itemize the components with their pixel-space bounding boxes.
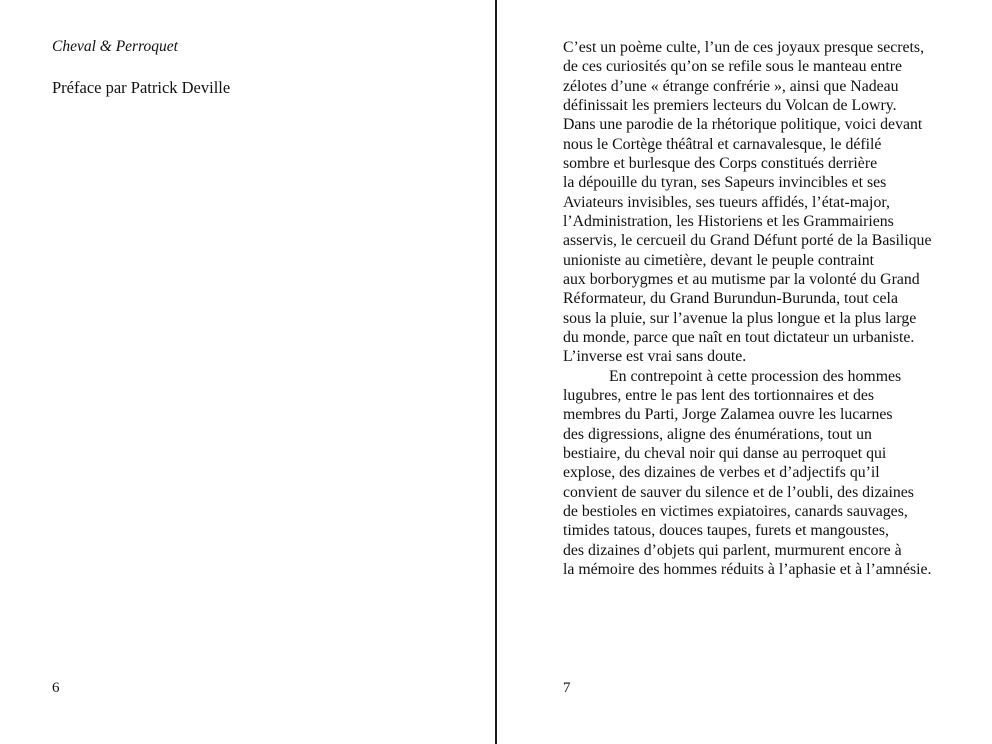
text-line: l’Administration, les Historiens et les Grammairiens (563, 212, 894, 230)
running-title: Cheval & Perroquet (52, 38, 178, 55)
text-line: des dizaines d’objets qui parlent, murmurent encore à (563, 541, 902, 559)
text-line: du monde, parce que naît en tout dictateur un urbaniste. (563, 328, 915, 346)
text-line: asservis, le cercueil du Grand Défunt porté de la Basilique (563, 232, 932, 250)
right-page (497, 0, 992, 744)
text-line: membres du Parti, Jorge Zalamea ouvre les lucarnes (563, 406, 893, 424)
text-line: convient de sauver du silence et de l’oubli, des dizaines (563, 483, 914, 501)
text-line-paragraph-start: En contrepoint à cette procession des hommes (609, 367, 902, 385)
text-line: explose, des dizaines de verbes et d’adjectifs qu’il (563, 464, 880, 482)
page-number-right: 7 (563, 680, 571, 696)
body-text (563, 38, 963, 579)
text-line: sous la pluie, sur l’avenue la plus longue et la plus large (563, 309, 917, 327)
text-line: L’inverse est vrai sans doute. (563, 348, 747, 366)
text-line: la dépouille du tyran, ses Sapeurs invincibles et ses (563, 174, 887, 192)
text-line: aux borborygmes et au mutisme par la volonté du Grand (563, 270, 920, 288)
text-line: la mémoire des hommes réduits à l’aphasie et à l’amnésie. (563, 560, 932, 578)
text-line: Réformateur, du Grand Burundun-Burunda, tout cela (563, 290, 898, 308)
text-line: Dans une parodie de la rhétorique politique, voici devant (563, 116, 923, 134)
text-line: des digressions, aligne des énumérations, tout un (563, 425, 872, 443)
text-line: C’est un poème culte, l’un de ces joyaux presque secrets, (563, 39, 925, 56)
text-line: lugubres, entre le pas lent des tortionnaires et des (563, 386, 875, 404)
text-line: de bestioles en victimes expiatoires, canards sauvages, (563, 502, 908, 520)
text-line: zélotes d’une « étrange confrérie », ainsi que Nadeau (563, 77, 899, 95)
text-line: de ces curiosités qu’on se refile sous le manteau entre (563, 58, 903, 76)
text-line: bestiaire, du cheval noir qui danse au perroquet qui (563, 444, 887, 462)
text-line: Aviateurs invisibles, ses tueurs affidés, l’état-major, (563, 193, 890, 211)
preface-author-line: Préface par Patrick Deville (52, 78, 231, 97)
text-line: unioniste au cimetière, devant le peuple contraint (563, 251, 874, 269)
text-line: timides tatous, douces taupes, furets et mangoustes, (563, 522, 889, 540)
page-number-left: 6 (52, 680, 60, 696)
text-line: définissait les premiers lecteurs du Volcan de Lowry. (563, 96, 897, 114)
text-line: sombre et burlesque des Corps constitués derrière (563, 154, 878, 172)
text-line: nous le Cortège théâtral et carnavalesque, le défilé (563, 135, 882, 153)
